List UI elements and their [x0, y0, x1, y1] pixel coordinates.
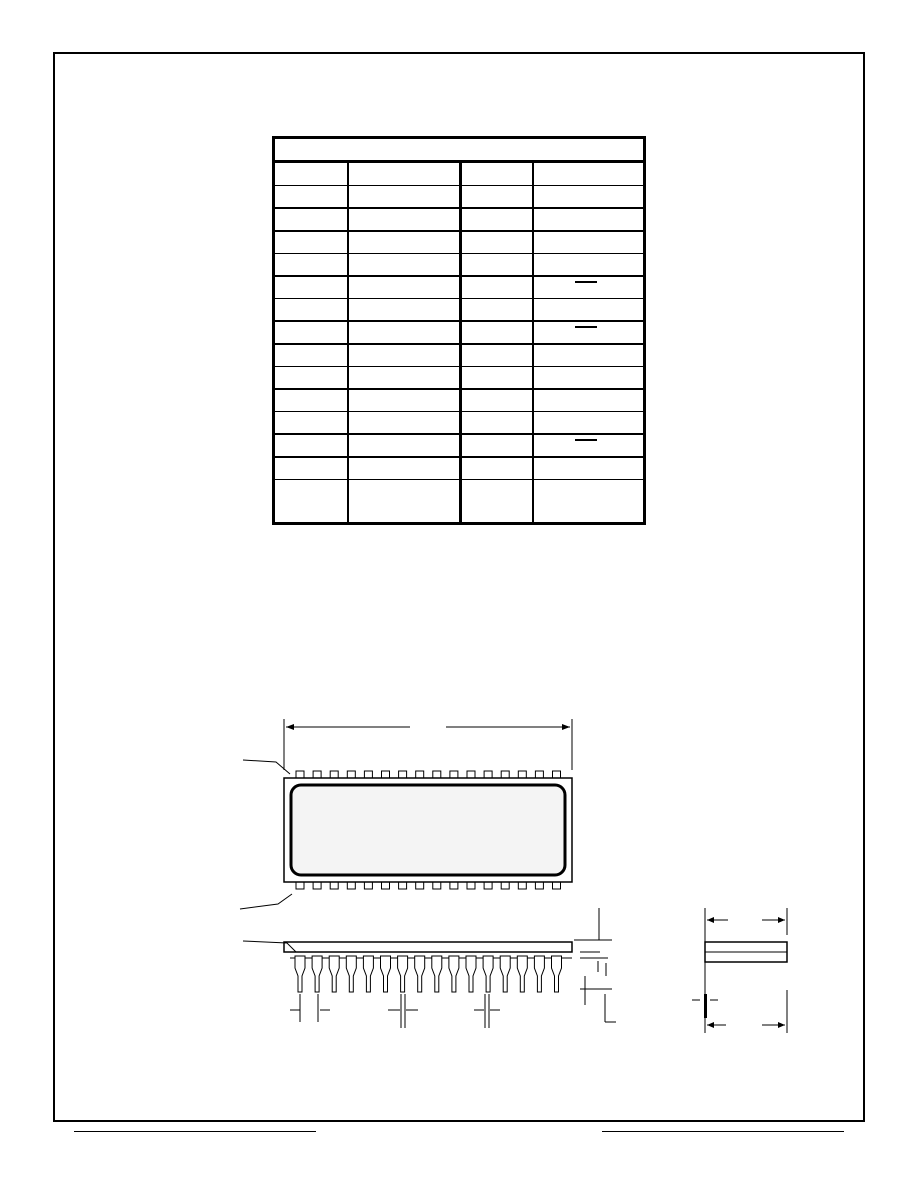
bottom-pin	[433, 882, 441, 889]
bottom-pin	[535, 882, 543, 889]
side-pin	[483, 956, 493, 992]
bottom-pin	[382, 882, 390, 889]
bottom-leader	[240, 894, 292, 909]
side-pin	[552, 956, 562, 992]
bottom-pin	[518, 882, 526, 889]
top-pin	[296, 771, 304, 778]
side-pin	[466, 956, 476, 992]
top-pin	[347, 771, 355, 778]
bottom-pin	[416, 882, 424, 889]
top-pin	[330, 771, 338, 778]
top-pin	[518, 771, 526, 778]
pin1-leader	[243, 760, 290, 774]
footer-rule-left	[74, 1131, 316, 1132]
end-pin	[704, 994, 707, 1018]
top-pin	[433, 771, 441, 778]
side-pin	[500, 956, 510, 992]
bottom-pin	[347, 882, 355, 889]
side-pin	[295, 956, 305, 992]
bottom-pin	[364, 882, 372, 889]
side-pin	[415, 956, 425, 992]
footer-rule-right	[602, 1131, 844, 1132]
arrow-left-icon	[286, 724, 294, 730]
top-pin	[364, 771, 372, 778]
top-pin	[535, 771, 543, 778]
side-pin	[381, 956, 391, 992]
top-pin-row	[296, 771, 561, 778]
side-pin	[534, 956, 544, 992]
top-pin	[553, 771, 561, 778]
side-pin	[329, 956, 339, 992]
bottom-pin	[330, 882, 338, 889]
bottom-pin	[501, 882, 509, 889]
bottom-pin	[399, 882, 407, 889]
side-pin-row	[295, 956, 562, 992]
side-view	[243, 908, 616, 1028]
bottom-pin	[467, 882, 475, 889]
side-pin	[517, 956, 527, 992]
bottom-pin	[450, 882, 458, 889]
package-window	[291, 785, 565, 875]
bottom-pin	[296, 882, 304, 889]
bottom-pin	[313, 882, 321, 889]
top-pin	[416, 771, 424, 778]
side-pin	[312, 956, 322, 992]
side-pin	[398, 956, 408, 992]
top-pin	[382, 771, 390, 778]
top-view	[240, 719, 787, 1033]
top-pin	[450, 771, 458, 778]
side-pin	[449, 956, 459, 992]
arrow-right-icon	[562, 724, 570, 730]
top-pin	[467, 771, 475, 778]
side-pin	[346, 956, 356, 992]
top-pin	[399, 771, 407, 778]
top-pin	[484, 771, 492, 778]
end-view	[692, 908, 787, 1033]
top-pin	[501, 771, 509, 778]
bottom-pin-row	[296, 882, 561, 889]
side-pin	[363, 956, 373, 992]
side-body	[284, 942, 572, 952]
bottom-pin	[553, 882, 561, 889]
top-pin	[313, 771, 321, 778]
side-pin	[432, 956, 442, 992]
bottom-pin	[484, 882, 492, 889]
